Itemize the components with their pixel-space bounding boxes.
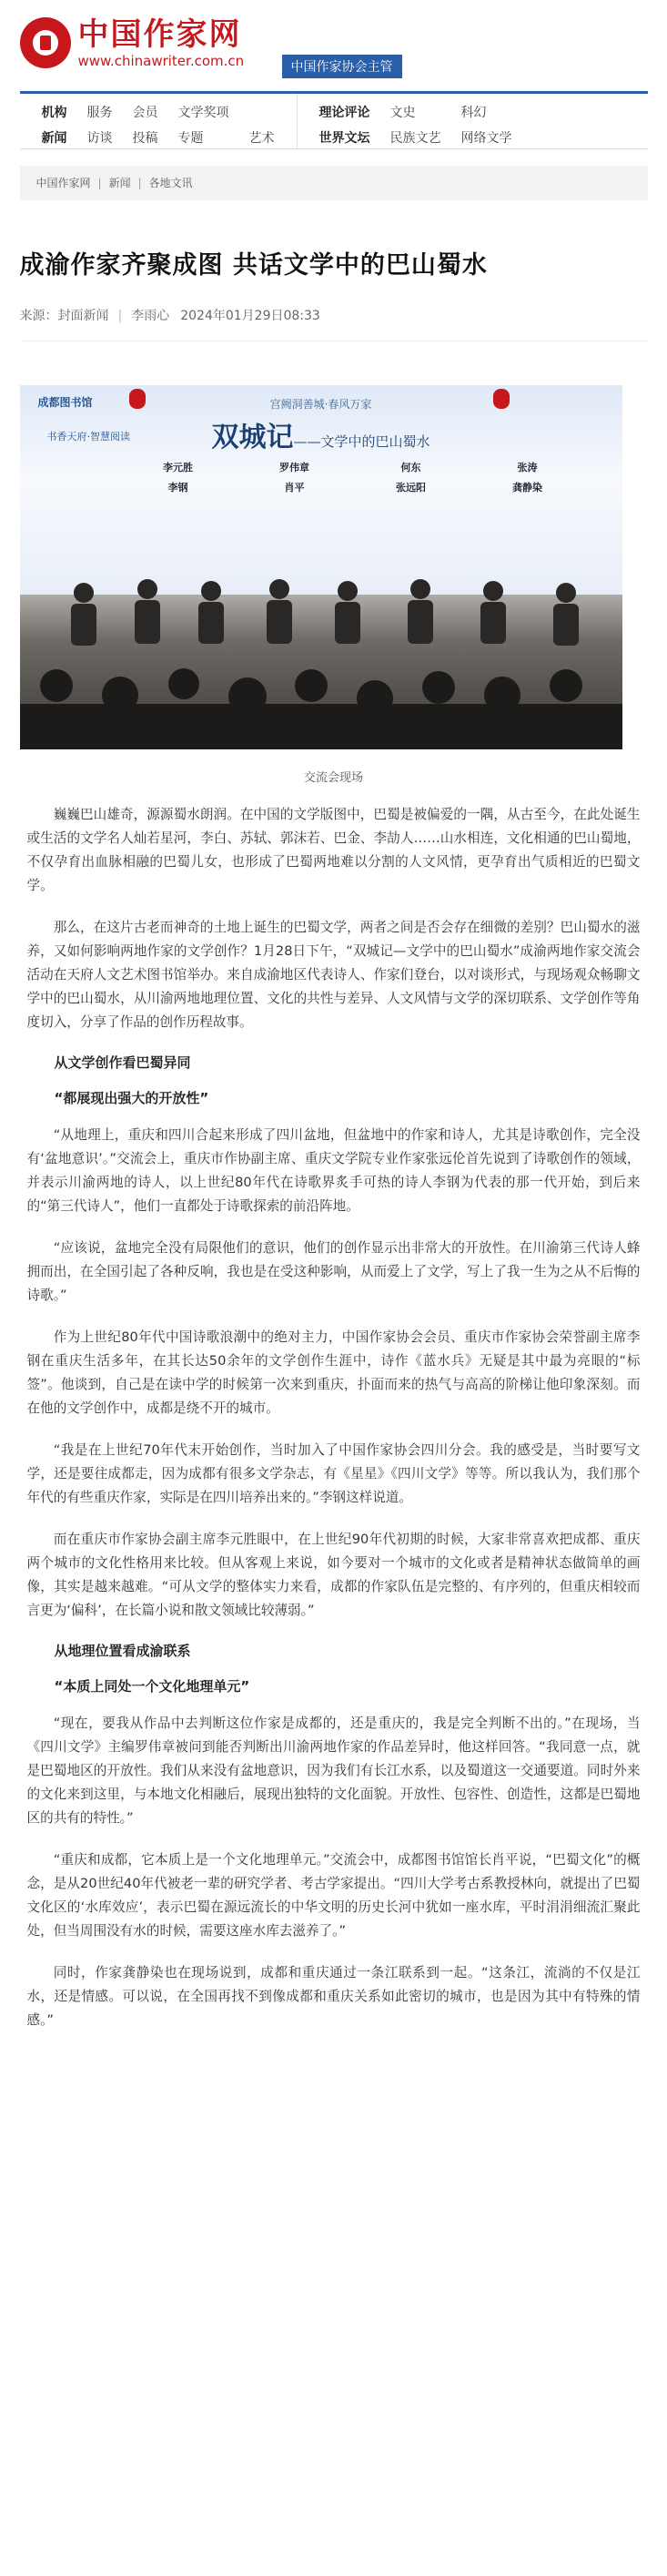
breadcrumb (20, 166, 648, 200)
guest-name: 张远阳 (396, 482, 426, 494)
site-url: www.chinawriter.com.cn (77, 53, 245, 69)
speaker-silhouettes (71, 579, 579, 646)
audience-silhouettes (20, 668, 622, 749)
right-item[interactable]: 科幻 (460, 106, 487, 120)
article-paragraph: 那么，在这片古老而神奇的土地上诞生的巴蜀文学，两者之间是否会存在细微的差别？巴山蜀水的滋养，又如何影响两地作家的文学创作？1月28日下午，“双城记—文学中的巴山蜀水”成渝两地作家交流会活动在天府人文艺术图书馆举办。来自成渝地区代表诗人、作家们登台，以对谈形式，与现场观众畅聊文学中的巴山蜀水，从川渝两地地理位置、文化的共性与差异、人文风情与文学的深切联系、文学创作等角度切入，分享了作品的创作历程故事。 (26, 920, 641, 1030)
right-item[interactable]: 理论评论 (318, 106, 370, 120)
left-item[interactable]: 服务 (86, 106, 113, 120)
logo-emblem-icon (20, 17, 71, 68)
stage-org-slogan: 书香天府·智慧阅读 (46, 431, 130, 443)
audience-and-speakers (20, 576, 622, 749)
stage-backdrop (20, 385, 622, 595)
lantern-icon (493, 389, 510, 409)
right-item[interactable]: 网络文学 (460, 131, 512, 146)
stage-title (20, 414, 622, 454)
logo-text-block (78, 16, 245, 69)
stage-title-sub: ——文学中的巴山蜀水 (293, 433, 430, 450)
stage-guest-names (120, 460, 586, 494)
left-item[interactable]: 机构 (41, 106, 67, 120)
breadcrumb-home[interactable]: 中国作家网 (35, 177, 91, 189)
page (20, 0, 648, 2032)
right-item[interactable]: 文史 (389, 106, 416, 120)
breadcrumb-news[interactable]: 新闻 (108, 177, 131, 189)
breadcrumb-separator: | (97, 177, 102, 189)
breadcrumb-section[interactable]: 各地文讯 (148, 177, 193, 189)
photo-caption: 交流会现场 (303, 771, 363, 785)
article-paragraph: 作为上世纪80年代中国诗歌浪潮中的绝对主力，中国作家协会会员、重庆市作家协会荣誉副主席李钢在重庆生活多年，在其长达50余年的文学创作生涯中，诗作《蓝水兵》无疑是其中最为亮眼的“标签”。他谈到，自己是在读中学的时候第一次来到重庆，扑面而来的热气与高高的阶梯让他印象深刻。而在他的文学创作中，成都是绕不开的城市。 (26, 1329, 641, 1416)
article-paragraph: “我是在上世纪70年代末开始创作，当时加入了中国作家协会四川分会。我的感受是，当时要写文学，还是要往成都走，因为成都有很多文学杂志，有《星星》《四川文学》等等。所以我认为，我们那个年代的有些重庆作家，实际是在四川培养出来的。”李钢这样说道。 (26, 1442, 641, 1505)
site-logo[interactable] (20, 16, 245, 69)
left-item (249, 103, 275, 121)
article-source: 来源：封面新闻 (19, 309, 109, 323)
guest-name: 何东 (400, 462, 421, 473)
left-item[interactable]: 专题 (177, 131, 204, 146)
left-item[interactable]: 艺术 (248, 131, 275, 146)
nav-group-left (20, 94, 297, 148)
breadcrumb-separator: | (137, 177, 142, 189)
article-paragraph: “从地理上，重庆和四川合起来形成了四川盆地，但盆地中的作家和诗人，尤其是诗歌创作，完全没有‘盆地意识’。”交流会上，重庆市作协副主席、重庆文学院专业作家张远伦首先说到了诗歌创作的领域，并表示川渝两地的诗人，以上世纪80年代在诗歌界炙手可热的诗人李钢为代表的那一代开始，到后来的“第三代诗人”，他们一直都处于诗歌探索的前沿阵地。 (26, 1127, 641, 1214)
article-body (20, 803, 648, 2032)
meta-divider: | (117, 309, 123, 323)
left-item[interactable]: 会员 (132, 106, 158, 120)
stage-org: 成都图书馆 (37, 396, 93, 409)
section-subheading: “都展现出强大的开放性” (54, 1090, 209, 1106)
section-heading: 从文学创作看巴蜀异同 (54, 1054, 191, 1071)
article-paragraph: “现在，要我从作品中去判断这位作家是成都的，还是重庆的，我是完全判断不出的。”在现场，当《四川文学》主编罗伟章被问到能否判断出川渝两地作家的作品差异时，他这样回答。“我同意一点，就是巴蜀地区的开放性。我们从来没有盆地意识，因为我们有长江水系，以及蜀道这一交通要道。同时外来的文化来到这里，与本地文化相融后，展现出独特的文化面貌。开放性、包容性、创造性，这都是巴蜀地区的共有的特性。” (26, 1716, 641, 1826)
article-date: 2024年01月29日08:33 (180, 309, 320, 323)
left-item[interactable]: 文学奖项 (177, 106, 229, 120)
article-paragraph: “重庆和成都，它本质上是一个文化地理单元。”交流会中，成都图书馆馆长肖平说，“巴蜀文化”的概念，是从20世纪40年代被老一辈的研究学者、考古学家提出。“四川大学考古系教授林向，就提出了巴蜀文化区的‘水库效应’，表示巴蜀在源远流长的中华文明的历史长河中犹如一座水库，平时涓涓细流汇聚此处，但当周围没有水的时候，需要这座水库去滋养了。” (26, 1852, 641, 1939)
guest-name: 张涛 (517, 462, 538, 473)
article-title: 成渝作家齐聚成图 共话文学中的巴山蜀水 (19, 251, 488, 280)
nav-group-right (297, 94, 554, 148)
section-subheading: “本质上同处一个文化地理单元” (54, 1678, 250, 1695)
left-item[interactable]: 投稿 (132, 131, 158, 146)
right-item[interactable]: 民族文艺 (389, 131, 441, 146)
guest-name: 龚静染 (512, 482, 542, 494)
article-paragraph: 巍巍巴山雄奇，源源蜀水朗润。在中国的文学版图中，巴蜀是被偏爱的一隅，从古至今，在此处诞生或生活的文学名人灿若星河，李白、苏轼、郭沫若、巴金、李劼人……山水相连，文化相通的巴山蜀地，不仅孕育出血脉相融的巴蜀儿女，也形成了巴蜀两地难以分割的人文风情，更孕育出气质相近的巴蜀文学。 (26, 807, 641, 893)
article-photo (20, 385, 622, 749)
guest-name: 李元胜 (163, 462, 193, 473)
article-meta (20, 306, 648, 341)
logo-title: 中国作家网 (77, 16, 242, 53)
left-item[interactable]: 访谈 (86, 131, 113, 146)
main-nav (20, 91, 648, 149)
guest-name: 罗伟章 (279, 462, 309, 473)
article-author: 李雨心 (131, 309, 170, 323)
left-item[interactable]: 新闻 (41, 131, 67, 146)
stage-title-main: 双城记 (211, 422, 294, 453)
supervisor-tag: 中国作家协会主管 (282, 55, 402, 78)
article-paragraph: 同时，作家龚静染也在现场说到，成都和重庆通过一条江联系到一起。“这条江，流淌的不仅是江水，还是情感。可以说，在全国再找不到像成都和重庆关系如此密切的城市，也是因为其中有特殊的情感。” (26, 1965, 641, 2028)
guest-name: 李钢 (167, 482, 188, 494)
section-heading: 从地理位置看成渝联系 (54, 1643, 191, 1659)
site-header (20, 0, 648, 91)
article-paragraph: 而在重庆市作家协会副主席李元胜眼中，在上世纪90年代初期的时候，大家非常喜欢把成都、重庆两个城市的文化性格用来比较。但从客观上来说，如今要对一个城市的文化或者是精神状态做简单的画像，其实是越来越难。“可从文学的整体实力来看，成都的作家队伍是完整的、有序列的，但重庆相较而言更为‘偏科’，在长篇小说和散文领域比较薄弱。” (26, 1532, 641, 1618)
right-item[interactable]: 世界文坛 (318, 131, 370, 146)
guest-name: 肖平 (284, 482, 305, 494)
stage-subtitle: 宫阙洞善城·春风万家 (269, 398, 372, 411)
lantern-icon (129, 389, 146, 409)
article-paragraph: “应该说，盆地完全没有局限他们的意识，他们的创作显示出非常大的开放性。在川渝第三代诗人蜂拥而出，在全国引起了各种反响，我也是在受这种影响，从而爱上了文学，写上了我一生为之从不后悔的诗歌。” (26, 1240, 641, 1303)
